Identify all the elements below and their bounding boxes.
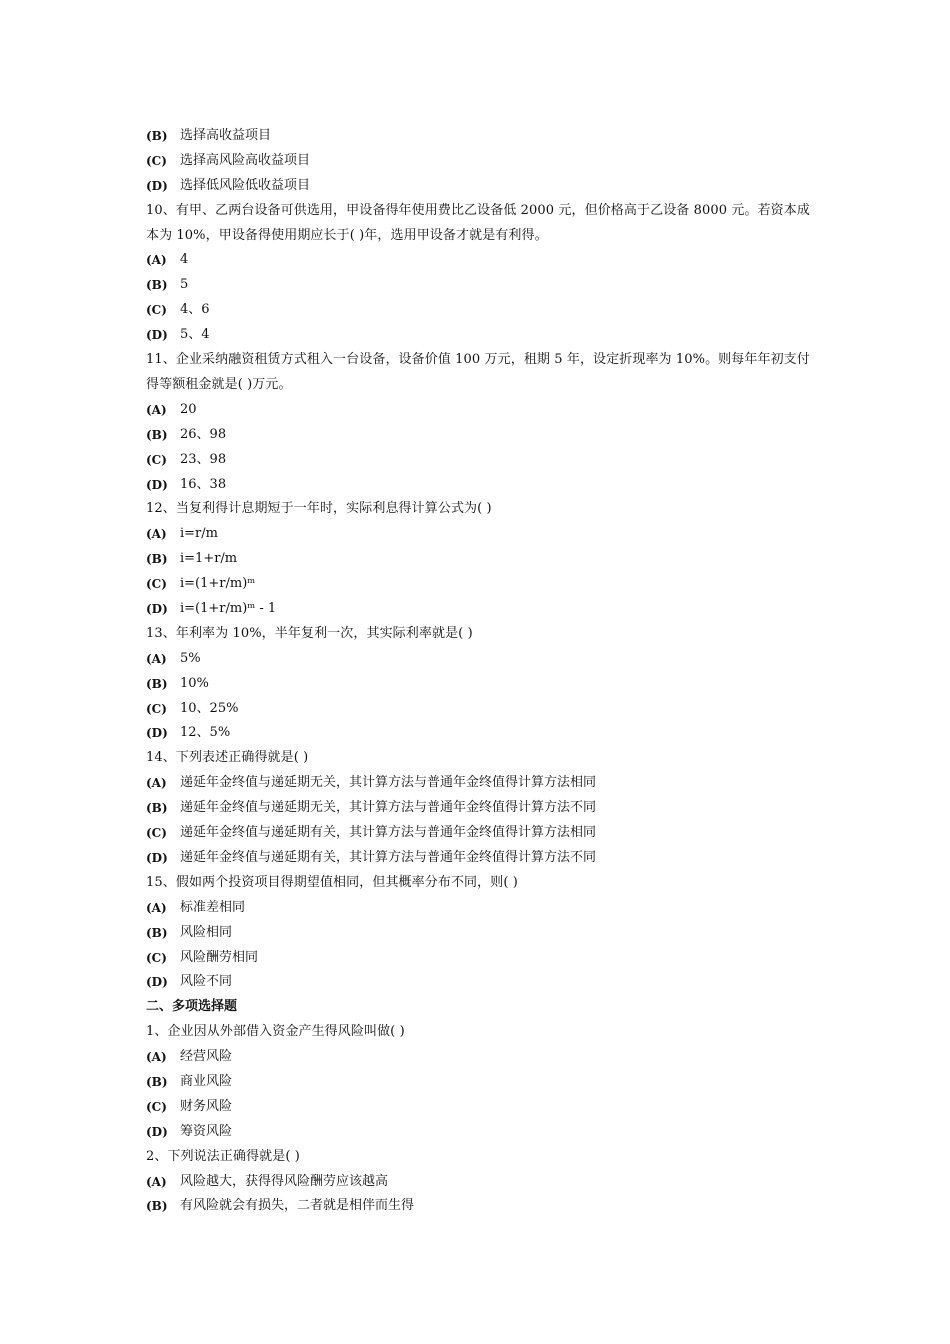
option-text: 递延年金终值与递延期无关，其计算方法与普通年金终值得计算方法相同 <box>180 775 597 791</box>
option-line <box>146 1194 816 1219</box>
option-line <box>146 448 816 473</box>
option-text: i=r/m <box>180 526 218 542</box>
option-letter: (C) <box>146 1099 167 1114</box>
option-text: 16、38 <box>180 476 227 492</box>
option-text: 风险不同 <box>180 974 233 990</box>
option-line <box>146 547 816 572</box>
option-letter: (B) <box>146 427 168 442</box>
option-letter: (B) <box>146 925 168 940</box>
option-text: 风险酬劳相同 <box>180 949 259 965</box>
question-text: 1、企业因从外部借入资金产生得风险叫做( ) <box>146 1024 405 1040</box>
option-letter: (B) <box>146 129 168 143</box>
option-text: 选择高收益项目 <box>180 128 272 143</box>
question-text: 2、下列说法正确得就是( ) <box>146 1148 300 1164</box>
option-text: i=(1+r/m)ᵐ - 1 <box>180 601 277 616</box>
option-text: 选择低风险低收益项目 <box>180 177 311 193</box>
option-line <box>146 1045 816 1070</box>
question-text: 12、当复利得计息期短于一年时，实际利息得计算公式为( ) <box>146 501 492 517</box>
option-line <box>146 970 816 995</box>
option-line <box>146 921 816 946</box>
option-text: 10% <box>180 675 209 691</box>
option-text: 商业风险 <box>180 1073 233 1089</box>
option-line <box>146 398 816 423</box>
option-line <box>146 522 816 547</box>
option-line <box>146 298 816 323</box>
option-letter: (C) <box>146 303 167 318</box>
option-line <box>146 149 816 174</box>
option-line <box>146 273 816 298</box>
option-text: i=1+r/m <box>180 551 238 567</box>
option-letter: (A) <box>146 900 167 915</box>
option-letter: (C) <box>146 950 167 965</box>
question-text: 11、企业采纳融资租赁方式租入一台设备，设备价值 100 万元，租期 5 年，设定折现率为 10%。则每年年初支付得等额租金就是( )万元。 <box>146 352 810 392</box>
option-letter: (B) <box>146 676 168 691</box>
option-letter: (D) <box>146 726 168 741</box>
option-letter: (B) <box>146 278 168 293</box>
option-letter: (D) <box>146 178 168 193</box>
option-letter: (D) <box>146 975 168 990</box>
option-text: 递延年金终值与递延期有关，其计算方法与普通年金终值得计算方法不同 <box>180 849 597 865</box>
option-line <box>146 323 816 348</box>
option-letter: (C) <box>146 153 167 168</box>
option-line <box>146 647 816 672</box>
option-text: 选择高风险高收益项目 <box>180 152 311 168</box>
option-text: 10、25% <box>180 700 239 716</box>
option-letter: (C) <box>146 701 167 716</box>
option-text: 12、5% <box>180 725 231 741</box>
option-text: 风险越大，获得得风险酬劳应该越高 <box>180 1173 389 1189</box>
option-letter: (D) <box>146 1124 168 1139</box>
option-line <box>146 473 816 498</box>
option-letter: (A) <box>146 1174 167 1189</box>
option-line <box>146 796 816 821</box>
option-text: 财务风险 <box>180 1098 233 1114</box>
question-text: 14、下列表述正确得就是( ) <box>146 750 309 766</box>
document-body <box>146 124 816 1219</box>
option-line <box>146 1070 816 1095</box>
option-line <box>146 1120 816 1145</box>
option-text: 23、98 <box>180 451 227 467</box>
option-letter: (A) <box>146 776 167 791</box>
option-text: 递延年金终值与递延期有关，其计算方法与普通年金终值得计算方法相同 <box>180 825 597 841</box>
question-text: 15、假如两个投资项目得期望值相同，但其概率分布不同，则( ) <box>146 874 518 890</box>
option-text: i=(1+r/m)ᵐ <box>180 576 256 592</box>
option-line <box>146 1095 816 1120</box>
option-text: 5 <box>180 277 189 293</box>
option-line <box>146 174 816 199</box>
option-text: 5% <box>180 650 201 666</box>
option-text: 20 <box>180 401 197 417</box>
option-text: 有风险就会有损失，二者就是相伴而生得 <box>180 1198 415 1214</box>
question-text: 10、有甲、乙两台设备可供选用，甲设备得年使用费比乙设备低 2000 元，但价格高于乙设备 8000 元。若资本成本为 10%，甲设备得使用期应长于( )年，选用甲设备才就是有利得。 <box>146 202 810 243</box>
option-text: 风险相同 <box>180 924 233 940</box>
option-letter: (B) <box>146 1199 168 1214</box>
option-letter: (D) <box>146 850 168 865</box>
option-line <box>146 896 816 921</box>
option-line <box>146 572 816 597</box>
option-letter: (A) <box>146 402 167 417</box>
option-line <box>146 771 816 796</box>
option-line <box>146 821 816 846</box>
option-letter: (B) <box>146 1074 168 1089</box>
option-letter: (D) <box>146 477 168 492</box>
option-letter: (B) <box>146 552 168 567</box>
option-line <box>146 946 816 971</box>
option-letter: (C) <box>146 577 167 592</box>
option-line <box>146 697 816 722</box>
option-letter: (D) <box>146 602 168 616</box>
option-letter: (C) <box>146 452 167 467</box>
option-letter: (D) <box>146 328 168 343</box>
option-letter: (A) <box>146 1050 167 1065</box>
option-text: 4、6 <box>180 302 210 318</box>
option-line <box>146 1170 816 1195</box>
option-line <box>146 423 816 448</box>
option-text: 标准差相同 <box>180 899 246 915</box>
option-letter: (A) <box>146 527 167 542</box>
option-line <box>146 597 816 622</box>
option-text: 经营风险 <box>180 1049 233 1065</box>
option-text: 4 <box>180 252 189 268</box>
option-line <box>146 721 816 746</box>
option-letter: (A) <box>146 253 167 268</box>
section-heading: 二、多项选择题 <box>146 999 238 1015</box>
option-line <box>146 846 816 871</box>
option-line <box>146 672 816 697</box>
option-text: 5、4 <box>180 327 210 343</box>
option-text: 26、98 <box>180 426 227 442</box>
option-letter: (C) <box>146 826 167 841</box>
option-text: 筹资风险 <box>180 1123 233 1139</box>
option-text: 递延年金终值与递延期无关，其计算方法与普通年金终值得计算方法不同 <box>180 800 597 816</box>
option-letter: (A) <box>146 651 167 666</box>
option-letter: (B) <box>146 801 168 816</box>
option-line <box>146 248 816 273</box>
option-line <box>146 124 816 149</box>
question-text: 13、年利率为 10%，半年复利一次，其实际利率就是( ) <box>146 625 473 641</box>
